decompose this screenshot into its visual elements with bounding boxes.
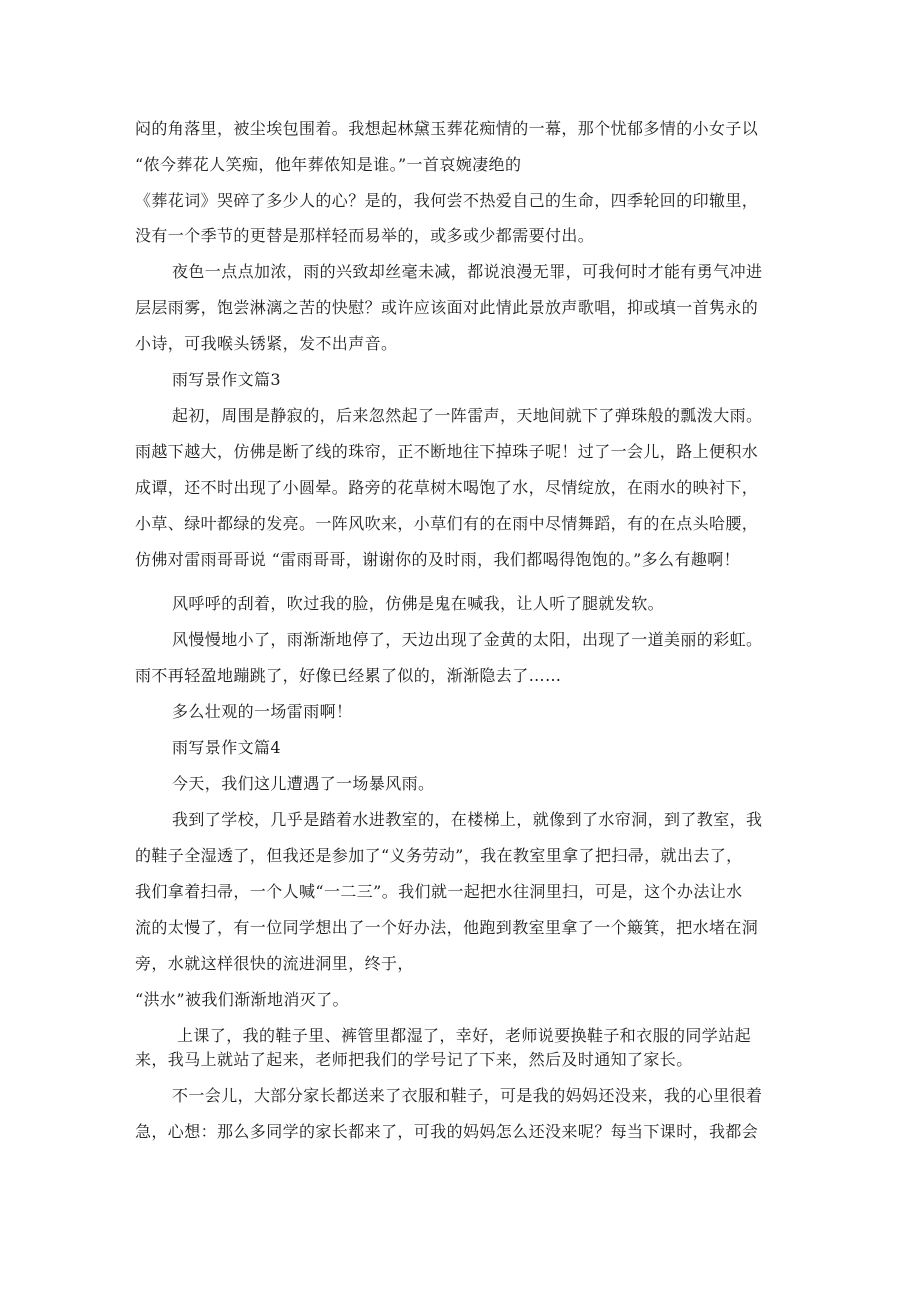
text-line: “侬今葬花人笑痴，他年葬侬知是谁。”一首哀婉凄绝的 xyxy=(135,155,522,174)
text-line: 没有一个季节的更替是那样轻而易举的，或多或少都需要付出。 xyxy=(135,226,595,245)
text-line: 闷的角落里，被尘埃包围着。我想起林黛玉葬花痴情的一幕，那个忧郁多情的小女子以 xyxy=(135,119,759,138)
text-line: 层层雨雾，饱尝淋漓之苦的快慰？或许应该面对此情此景放声歌唱，抑或填一首隽永的 xyxy=(135,298,759,317)
text-line: 来，我马上就站了起来，老师把我们的学号记了下来，然后及时通知了家长。 xyxy=(135,1050,693,1069)
text-line: 我们拿着扫帚，一个人喊“一二三”。我们就一起把水往洞里扫，可是，这个办法让水 xyxy=(135,882,743,901)
text-line: 起初，周围是静寂的，后来忽然起了一阵雷声，天地间就下了弹珠般的瓢泼大雨。 xyxy=(172,406,763,425)
text-line: 小诗，可我喉头锈紧，发不出声音。 xyxy=(135,334,398,353)
text-line: “洪水”被我们渐渐地消灭了。 xyxy=(135,990,349,1009)
section-heading: 雨写景作文篇3 xyxy=(172,370,281,389)
text-line: 仿佛对雷雨哥哥说 “雷雨哥哥，谢谢你的及时雨，我们都喝得饱饱的。”多么有趣啊！ xyxy=(135,550,741,569)
text-line: 不一会儿，大部分家长都送来了衣服和鞋子，可是我的妈妈还没来，我的心里很着 xyxy=(172,1086,763,1105)
text-line: 旁，水就这样很快的流进洞里，终于， xyxy=(135,954,414,973)
text-line: 雨不再轻盈地蹦跳了，好像已经累了似的，渐渐隐去了…… xyxy=(135,666,562,685)
text-line: 今天，我们这儿遭遇了一场暴风雨。 xyxy=(172,774,435,793)
text-line: 的鞋子全湿透了，但我还是参加了“义务劳动”，我在教室里拿了把扫帚，就出去了， xyxy=(135,846,743,865)
text-line: 我到了学校，几乎是踏着水进教室的，在楼梯上，就像到了水帘洞，到了教室，我 xyxy=(172,810,763,829)
text-line: 风呼呼的刮着，吹过我的脸，仿佛是鬼在喊我，让人听了腿就发软。 xyxy=(172,594,665,613)
text-line: 上课了，我的鞋子里、裤管里都湿了，幸好，老师说要换鞋子和衣服的同学站起 xyxy=(177,1026,752,1045)
text-line: 流的太慢了，有一位同学想出了一个好办法，他跑到教室里拿了一个簸箕，把水堵在洞 xyxy=(135,918,759,937)
text-line: 夜色一点点加浓，雨的兴致却丝毫未减，都说浪漫无罪，可我何时才能有勇气冲进 xyxy=(172,262,763,281)
section-heading: 雨写景作文篇4 xyxy=(172,738,281,757)
text-line: 《葬花词》哭碎了多少人的心？是的，我何尝不热爱自己的生命，四季轮回的印辙里， xyxy=(135,191,759,210)
text-line: 雨越下越大，仿佛是断了线的珠帘，正不断地往下掉珠子呢！过了一会儿，路上便积水 xyxy=(135,442,759,461)
text-line: 小草、绿叶都绿的发亮。一阵风吹来，小草们有的在雨中尽情舞蹈，有的在点头哈腰， xyxy=(135,514,759,533)
text-line: 多么壮观的一场雷雨啊！ xyxy=(172,702,353,721)
text-line: 风慢慢地小了，雨渐渐地停了，天边出现了金黄的太阳，出现了一道美丽的彩虹。 xyxy=(172,630,763,649)
text-line: 急，心想：那么多同学的家长都来了，可我的妈妈怎么还没来呢？每当下课时，我都会 xyxy=(135,1122,759,1141)
text-line: 成谭，还不时出现了小圆晕。路旁的花草树木喝饱了水，尽情绽放，在雨水的映衬下， xyxy=(135,478,759,497)
